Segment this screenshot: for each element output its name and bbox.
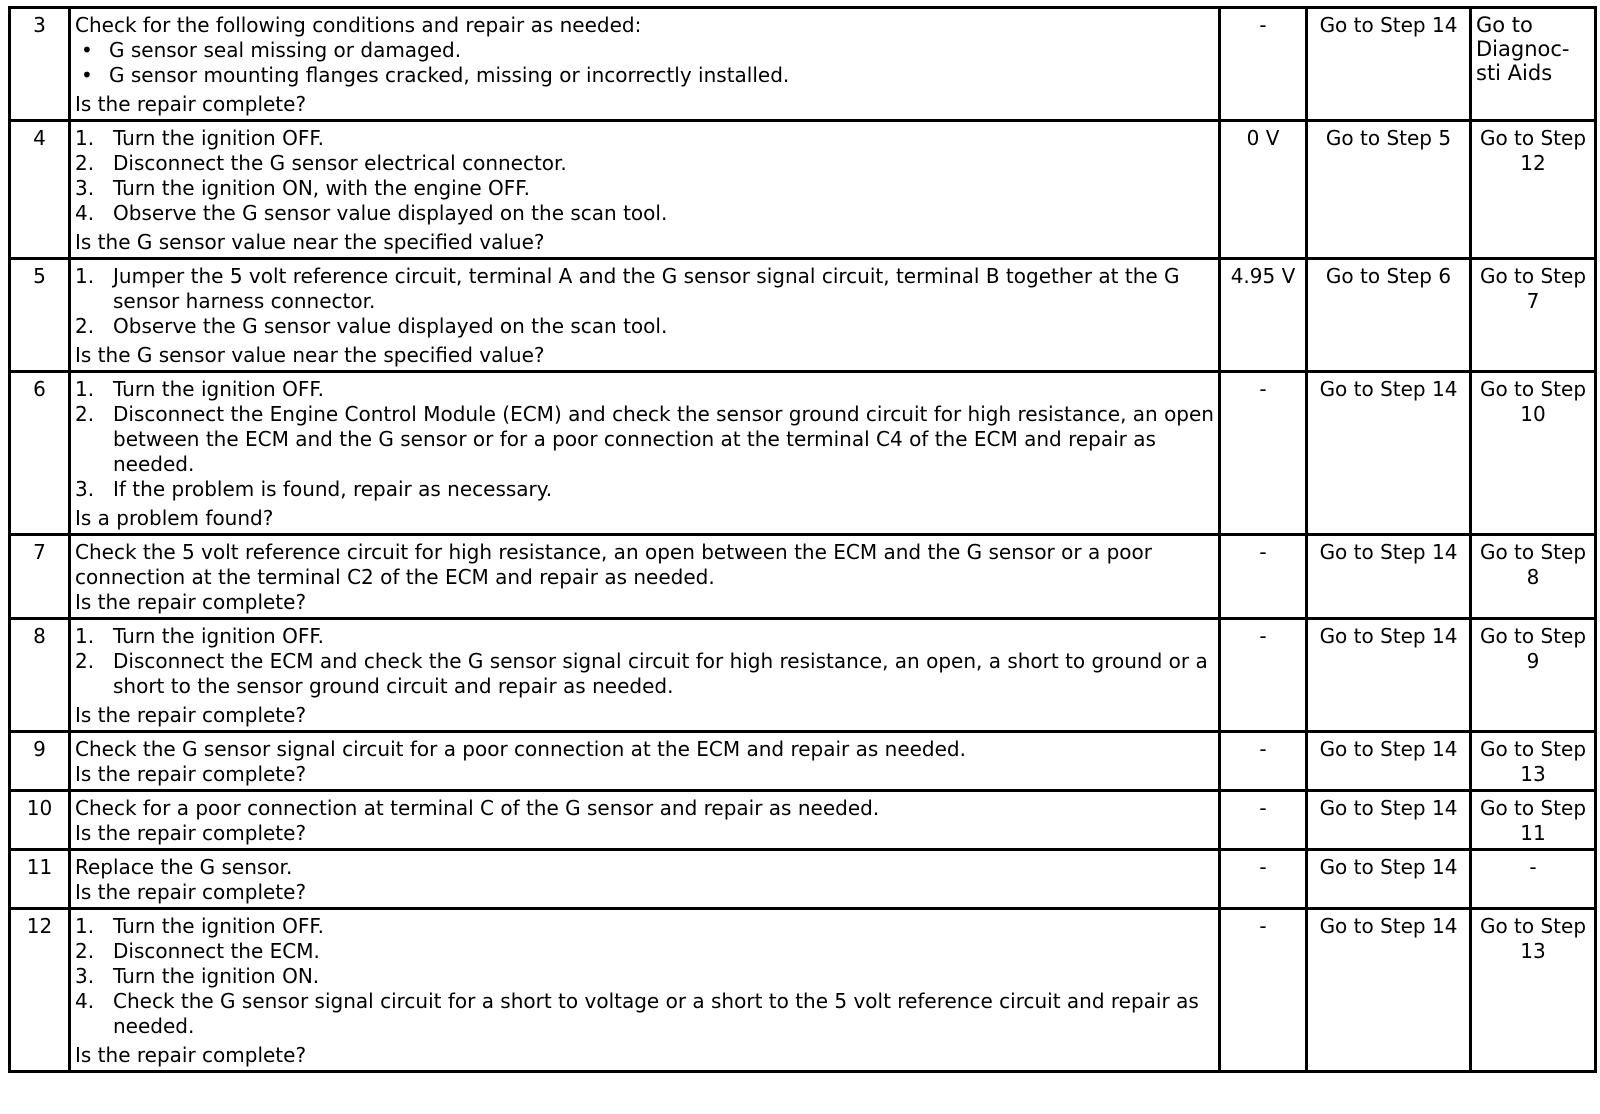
no-cell: Go to Step 8 (1471, 535, 1596, 619)
action-cell (70, 8, 1220, 121)
value-cell: - (1220, 732, 1307, 791)
item-text: Jumper the 5 volt reference circuit, terminal A and the G sensor signal circuit, terminal B together at the G sensor harness connector. (113, 264, 1180, 313)
procedure-list (75, 914, 1214, 1039)
action-cell (70, 909, 1220, 1072)
item-text: Turn the ignition OFF. (113, 914, 324, 938)
action-question: Is the repair complete? (75, 92, 307, 116)
table-row (10, 619, 1596, 732)
item-text: Observe the G sensor value displayed on the scan tool. (113, 201, 668, 225)
table-row (10, 372, 1596, 535)
no-cell: Go to Step 13 (1471, 732, 1596, 791)
action-question: Is the repair complete? (75, 821, 307, 845)
item-text: Turn the ignition OFF. (113, 624, 324, 648)
value-cell: - (1220, 8, 1307, 121)
list-item: • G sensor seal missing or damaged. (75, 38, 1214, 63)
table-row (10, 850, 1596, 909)
value-cell: 4.95 V (1220, 259, 1307, 372)
step-number: 6 (10, 372, 70, 535)
action-question: Is the G sensor value near the specified value? (75, 343, 545, 367)
step-number: 3 (10, 8, 70, 121)
item-number: 2. (75, 402, 95, 426)
action-cell (70, 791, 1220, 850)
list-item (75, 914, 1214, 939)
action-question: Is the repair complete? (75, 703, 307, 727)
item-text: Check the G sensor signal circuit for a short to voltage or a short to the 5 volt reference circuit and repair as needed. (113, 989, 1199, 1038)
step-number: 9 (10, 732, 70, 791)
item-number: 1. (75, 624, 95, 648)
item-text: Observe the G sensor value displayed on the scan tool. (113, 314, 668, 338)
list-item (75, 176, 1214, 201)
list-item (75, 939, 1214, 964)
value-cell: 0 V (1220, 121, 1307, 259)
table-row (10, 535, 1596, 619)
list-item (75, 151, 1214, 176)
value-cell: - (1220, 372, 1307, 535)
step-number: 4 (10, 121, 70, 259)
action-cell (70, 259, 1220, 372)
diagnostic-table-body (10, 8, 1596, 1072)
list-item (75, 201, 1214, 226)
item-text: Turn the ignition ON, with the engine OFF. (113, 176, 530, 200)
step-number: 10 (10, 791, 70, 850)
item-text: Turn the ignition OFF. (113, 126, 324, 150)
action-lead: Check for the following conditions and repair as needed: (75, 13, 642, 37)
value-cell: - (1220, 909, 1307, 1072)
yes-cell: Go to Step 14 (1307, 791, 1471, 850)
table-row (10, 121, 1596, 259)
item-number: 2. (75, 314, 95, 338)
item-text: Disconnect the ECM and check the G sensor signal circuit for high resistance, an open, a short to ground or a short to the sensor ground circuit and repair as needed. (113, 649, 1208, 698)
yes-cell: Go to Step 5 (1307, 121, 1471, 259)
no-cell: Go to Diagnoc-sti Aids (1471, 8, 1596, 121)
action-lead: Check the 5 volt reference circuit for high resistance, an open between the ECM and the G sensor or a poor connection at the terminal C2 of the ECM and repair as needed. (75, 540, 1152, 589)
yes-cell: Go to Step 14 (1307, 372, 1471, 535)
no-cell: Go to Step 13 (1471, 909, 1596, 1072)
diagnostic-table (8, 6, 1597, 1073)
item-number: 2. (75, 939, 95, 963)
condition-list (75, 38, 1214, 88)
table-row (10, 909, 1596, 1072)
item-number: 1. (75, 264, 95, 288)
table-row (10, 791, 1596, 850)
yes-cell: Go to Step 6 (1307, 259, 1471, 372)
list-item (75, 964, 1214, 989)
table-row (10, 8, 1596, 121)
action-cell (70, 619, 1220, 732)
no-cell: Go to Step 7 (1471, 259, 1596, 372)
item-text: If the problem is found, repair as necessary. (113, 477, 553, 501)
value-cell: - (1220, 535, 1307, 619)
list-item (75, 377, 1214, 402)
yes-cell: Go to Step 14 (1307, 535, 1471, 619)
action-cell (70, 372, 1220, 535)
yes-cell: Go to Step 14 (1307, 8, 1471, 121)
value-cell: - (1220, 619, 1307, 732)
item-text: Disconnect the Engine Control Module (ECM) and check the sensor ground circuit for high resistance, an open between the ECM and the G sensor or for a poor connection at the terminal C4 of the ECM and repair as needed. (113, 402, 1214, 476)
action-lead: Check the G sensor signal circuit for a poor connection at the ECM and repair as needed. (75, 737, 966, 761)
step-number: 11 (10, 850, 70, 909)
list-item (75, 649, 1214, 699)
list-item (75, 989, 1214, 1039)
list-item (75, 624, 1214, 649)
action-lead: Check for a poor connection at terminal C of the G sensor and repair as needed. (75, 796, 880, 820)
procedure-list (75, 624, 1214, 699)
procedure-list (75, 126, 1214, 226)
yes-cell: Go to Step 14 (1307, 619, 1471, 732)
item-number: 2. (75, 151, 95, 175)
value-cell: - (1220, 850, 1307, 909)
value-cell: - (1220, 791, 1307, 850)
yes-cell: Go to Step 14 (1307, 850, 1471, 909)
action-cell (70, 121, 1220, 259)
yes-cell: Go to Step 14 (1307, 909, 1471, 1072)
step-number: 12 (10, 909, 70, 1072)
action-question: Is a problem found? (75, 506, 274, 530)
action-question: Is the repair complete? (75, 1043, 307, 1067)
action-question: Is the repair complete? (75, 590, 307, 614)
action-cell (70, 850, 1220, 909)
item-text: Disconnect the ECM. (113, 939, 320, 963)
list-item: • G sensor mounting flanges cracked, missing or incorrectly installed. (75, 63, 1214, 88)
item-number: 3. (75, 964, 95, 988)
step-number: 8 (10, 619, 70, 732)
procedure-list (75, 377, 1214, 502)
item-number: 4. (75, 989, 95, 1013)
item-number: 1. (75, 126, 95, 150)
procedure-list (75, 264, 1214, 339)
action-cell (70, 732, 1220, 791)
item-number: 3. (75, 477, 95, 501)
item-number: 4. (75, 201, 95, 225)
item-text: Turn the ignition ON. (113, 964, 320, 988)
table-row (10, 732, 1596, 791)
no-cell: Go to Step 9 (1471, 619, 1596, 732)
item-number: 1. (75, 914, 95, 938)
list-item (75, 264, 1214, 314)
item-number: 1. (75, 377, 95, 401)
list-item (75, 314, 1214, 339)
table-row (10, 259, 1596, 372)
no-cell: Go to Step 11 (1471, 791, 1596, 850)
list-item (75, 477, 1214, 502)
item-text: Disconnect the G sensor electrical connector. (113, 151, 567, 175)
no-cell: - (1471, 850, 1596, 909)
item-number: 3. (75, 176, 95, 200)
action-cell (70, 535, 1220, 619)
no-cell: Go to Step 10 (1471, 372, 1596, 535)
no-cell: Go to Step 12 (1471, 121, 1596, 259)
item-number: 2. (75, 649, 95, 673)
list-item (75, 402, 1214, 477)
item-text: Turn the ignition OFF. (113, 377, 324, 401)
action-question: Is the G sensor value near the specified value? (75, 230, 545, 254)
step-number: 7 (10, 535, 70, 619)
action-lead: Replace the G sensor. (75, 855, 293, 879)
action-question: Is the repair complete? (75, 762, 307, 786)
list-item (75, 126, 1214, 151)
action-question: Is the repair complete? (75, 880, 307, 904)
step-number: 5 (10, 259, 70, 372)
yes-cell: Go to Step 14 (1307, 732, 1471, 791)
